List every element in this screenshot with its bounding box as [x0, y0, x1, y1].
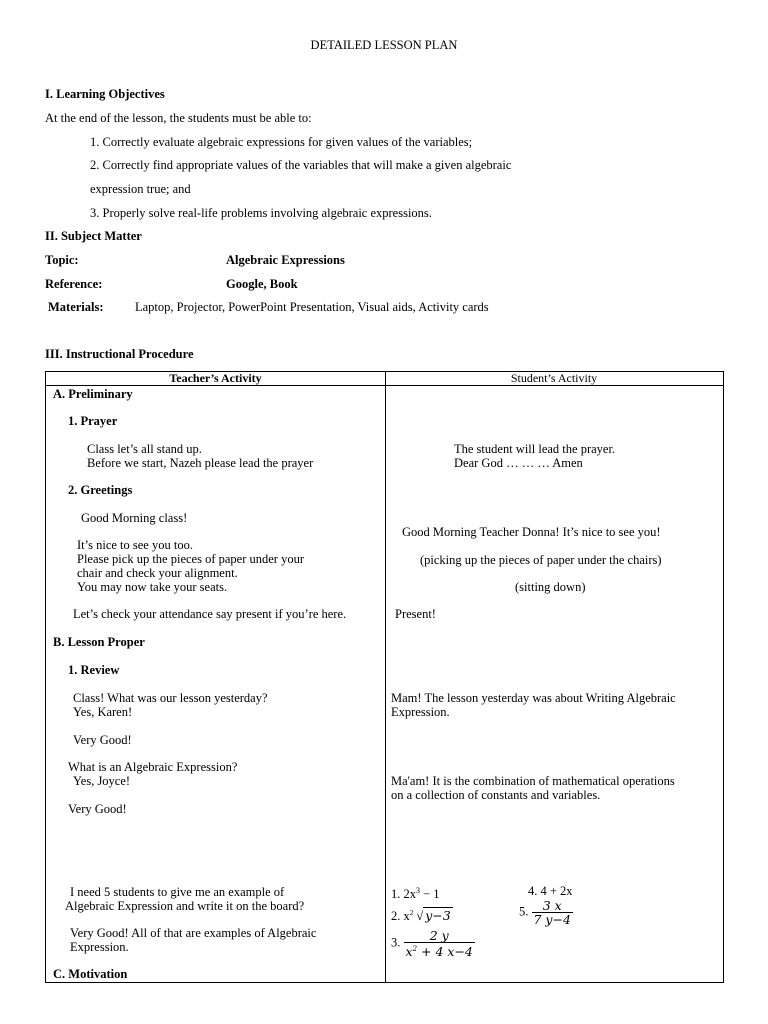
student-line: (picking up the pieces of paper under the chairs): [420, 553, 662, 567]
topic-label: Topic:: [45, 253, 79, 267]
student-line: Expression.: [391, 705, 450, 719]
student-line: Present!: [395, 607, 436, 621]
square-root-symbol: √: [416, 909, 424, 924]
teacher-line: Very Good! All of that are examples of Algebraic: [70, 926, 317, 940]
fraction-denominator: [404, 943, 475, 958]
example-term: x: [403, 909, 410, 924]
example-radicand: y−3: [425, 908, 451, 924]
teacher-line: I need 5 students to give me an example of: [70, 885, 285, 899]
example-fraction: [532, 899, 573, 926]
reference-label: Reference:: [45, 277, 103, 291]
column-divider: [385, 372, 386, 982]
teacher-line: chair and check your alignment.: [77, 566, 238, 580]
example-term: 2x: [403, 887, 416, 902]
header-divider: [46, 385, 723, 386]
example-fraction: [404, 929, 475, 958]
example-exponent: 2: [412, 945, 418, 953]
teacher-line: Please pick up the pieces of paper under your: [77, 552, 305, 566]
example-exponent: 3: [416, 886, 420, 895]
teacher-line: Class! What was our lesson yesterday?: [73, 691, 268, 705]
reference-value: Google, Book: [226, 277, 298, 291]
student-line: Mam! The lesson yesterday was about Writing Algebraic: [391, 691, 676, 705]
materials-label: Materials:: [48, 300, 104, 314]
example-number: 4.: [528, 884, 538, 898]
teacher-column-header: Teacher’s Activity: [169, 371, 262, 385]
teacher-line: Class let’s all stand up.: [87, 442, 202, 456]
procedure-heading: III. Instructional Procedure: [45, 347, 194, 361]
objective-item-2: 2. Correctly find appropriate values of the variables that will make a given algebraic: [90, 158, 512, 172]
fraction-denominator: 7 y−4: [533, 912, 571, 927]
teacher-line: What is an Algebraic Expression?: [68, 760, 238, 774]
fraction-numerator: 3 x: [532, 899, 573, 913]
objectives-heading: I. Learning Objectives: [45, 87, 165, 101]
example-expression-1: [391, 884, 440, 901]
teacher-line: Yes, Joyce!: [73, 774, 131, 788]
objective-item-1: 1. Correctly evaluate algebraic expressions for given values of the variables;: [90, 135, 473, 149]
example-term: + 4 x−4: [421, 944, 473, 960]
example-term: − 1: [420, 887, 440, 902]
fraction-numerator: 2 y: [404, 929, 475, 943]
section-preliminary: A. Preliminary: [53, 387, 133, 401]
student-line: on a collection of constants and variables.: [391, 788, 601, 802]
student-line: The student will lead the prayer.: [454, 442, 616, 456]
example-number: 5.: [519, 904, 529, 919]
teacher-line: It’s nice to see you too.: [77, 538, 193, 552]
objective-item-3: 3. Properly solve real-life problems involving algebraic expressions.: [90, 206, 432, 220]
section-lesson-proper: B. Lesson Proper: [53, 635, 145, 649]
subject-heading: II. Subject Matter: [45, 229, 142, 243]
example-term: x: [405, 944, 413, 960]
teacher-line: Very Good!: [73, 733, 132, 747]
student-line: Good Morning Teacher Donna! It’s nice to see you!: [402, 525, 661, 539]
teacher-line: Let’s check your attendance say present if you’re here.: [73, 607, 347, 621]
example-expression-3: [391, 929, 475, 958]
materials-value: Laptop, Projector, PowerPoint Presentation, Visual aids, Activity cards: [135, 300, 489, 314]
document-title: DETAILED LESSON PLAN: [310, 38, 458, 52]
subsection-review: 1. Review: [68, 663, 120, 677]
student-line: (sitting down): [515, 580, 586, 594]
teacher-line: Algebraic Expression and write it on the board?: [65, 899, 305, 913]
example-term: 4 + 2x: [540, 884, 573, 898]
student-line: Ma'am! It is the combination of mathematical operations: [391, 774, 675, 788]
example-number: 3.: [391, 935, 401, 950]
procedure-table: [45, 371, 724, 983]
teacher-line: Very Good!: [68, 802, 127, 816]
example-expression-5: [519, 899, 573, 926]
teacher-line: Good Morning class!: [81, 511, 188, 525]
teacher-line: You may now take your seats.: [77, 580, 228, 594]
example-exponent: 2: [409, 909, 414, 917]
teacher-line: Yes, Karen!: [73, 705, 133, 719]
example-number: 1.: [391, 887, 401, 902]
student-line: Dear God … … … Amen: [454, 456, 583, 470]
subsection-greetings: 2. Greetings: [68, 483, 133, 497]
section-motivation: C. Motivation: [53, 967, 128, 981]
example-expression-2: [391, 906, 453, 923]
example-number: 2.: [391, 909, 401, 924]
teacher-line: Before we start, Nazeh please lead the prayer: [87, 456, 314, 470]
objectives-intro: At the end of the lesson, the students must be able to:: [45, 111, 312, 125]
teacher-line: Expression.: [70, 940, 129, 954]
topic-value: Algebraic Expressions: [226, 253, 345, 267]
subsection-prayer: 1. Prayer: [68, 414, 118, 428]
example-expression-4: [528, 884, 573, 898]
objective-item-2-cont: expression true; and: [90, 182, 191, 196]
student-column-header: Student’s Activity: [510, 371, 598, 385]
